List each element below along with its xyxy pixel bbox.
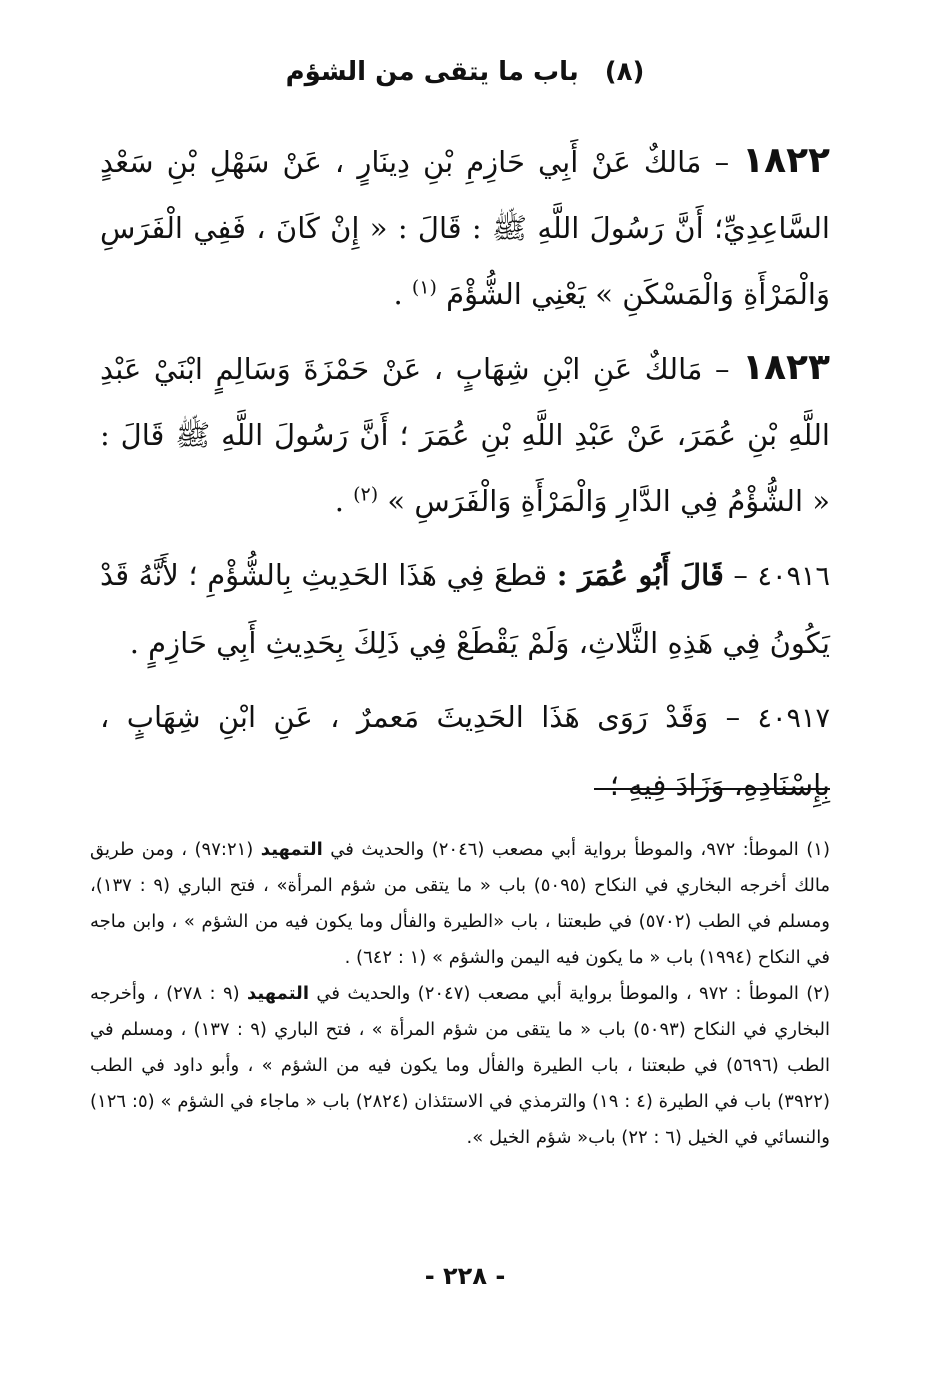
footnote: [90, 832, 830, 976]
hadith-text-end: .: [393, 277, 403, 311]
commentary-text: قطعَ فِي هَذَا الحَدِيثِ بِالشُّؤْمِ ؛ لأَنَّهُ قَدْ يَكُونُ فِي هَذِهِ الثَّلاثِ، وَلَمْ يَقْطَعْ فِي ذَلِكَ بِحَدِيثِ أَبِي حَازِمٍ .: [100, 558, 830, 660]
footnote-source: التمهيد: [247, 983, 309, 1004]
entry-dash: –: [714, 145, 730, 179]
hadith-number: ١٨٢٣: [742, 347, 830, 388]
hadith-text-end: .: [334, 484, 344, 518]
footnote: [90, 976, 830, 1156]
commentary-paragraph: [100, 684, 830, 818]
footnote-marker: (١): [806, 839, 830, 860]
page-number: - ٢٢٨ -: [424, 1262, 506, 1290]
commentary-number: ٤٠٩١٧: [757, 703, 831, 734]
hadith-text: مَالكٌ عَنْ أَبِي حَازِمِ بْنِ دِينَارٍ ، عَنْ سَهْلِ بْنِ سَعْدٍ السَّاعِدِيِّ؛ أَنَّ رَسُولَ اللَّهِ ﷺ : قَالَ : « إِنْ كَانَ ، فَفِي الْفَرَسِ وَالْمَرْأَةِ وَالْمَسْكَنِ » يَعْنِي الشُّؤْمَ: [100, 145, 830, 311]
commentary-speaker: قَالَ أَبُو عُمَرَ :: [556, 558, 724, 592]
chapter-number: (٨): [604, 57, 645, 87]
chapter-heading: [0, 52, 930, 92]
chapter-title: باب ما يتقى من الشؤم: [285, 57, 579, 87]
footnote-source: التمهيد: [260, 839, 323, 860]
hadith-entry: [100, 128, 830, 327]
footnote-separator: [594, 788, 830, 790]
hadith-text: مَالكٌ عَنِ ابْنِ شِهَابٍ ، عَنْ حَمْزَةَ وَسَالِمٍ ابْنَيْ عَبْدِ اللَّهِ بْنِ عُمَرَ، عَنْ عَبْدِ اللَّهِ بْنِ عُمَرَ ؛ أَنَّ رَسُولَ اللَّهِ ﷺ قَالَ : « الشُّؤْمُ فِي الدَّارِ وَالْمَرْأَةِ وَالْفَرَسِ »: [100, 352, 830, 518]
entry-dash: –: [715, 352, 730, 386]
footnote-reference[interactable]: (٢): [353, 483, 379, 506]
commentary-number: ٤٠٩١٦: [757, 561, 831, 592]
commentary-text: وَقَدْ رَوَى هَذَا الحَدِيثَ مَعمرٌ ، عَنِ ابْنِ شِهَابٍ ، بِإِسْنَادِهِ، وَزَادَ فِيهِ ؛: [100, 700, 830, 802]
footnote-marker: (٢): [806, 983, 830, 1004]
footnote-text-continued: (٩ : ٢٧٨) ، وأخرجه البخاري في النكاح (٥٠٩٣) باب « ما يتقى من شؤم المرأة » ، فتح الباري (٩ : ١٣٧) ، ومسلم في الطب (٥٦٩٦) في طبعتنا ، باب الطيرة والفأل وما يكون فيه من الشؤم » ، وأبو داود في الطب (٣٩٢٢) باب في الطيرة (٤ : ١٩) والترمذي في الاستئذان (٢٨٢٤) باب « ماجاء في الشؤم » (٥: ١٢٦) والنسائي في الخيل (٦ : ٢٢) باب« شؤم الخيل ».: [90, 983, 830, 1148]
footnotes-section: [90, 832, 830, 1156]
footnote-text: الموطأ: ٩٧٢، والموطأ برواية أبي مصعب (٢٠٤٦) والحديث في: [330, 839, 799, 860]
footnote-reference[interactable]: (١): [411, 276, 437, 299]
hadith-entry: [100, 335, 830, 534]
commentary-paragraph: [100, 542, 830, 676]
entry-dash: –: [733, 558, 748, 592]
footnote-text-continued: (٩٧:٢١) ، ومن طريق مالك أخرجه البخاري في النكاح (٥٠٩٥) باب « ما يتقى من شؤم المرأة» ، فتح الباري (٩ : ١٣٧)، ومسلم في الطب (٥٧٠٢) في طبعتنا ، باب «الطيرة والفأل وما يكون فيه من الشؤم » ، وابن ماجه في النكاح (١٩٩٤) باب « ما يكون فيه اليمن والشؤم » (١ : ٦٤٢) .: [90, 839, 830, 968]
hadith-number: ١٨٢٢: [742, 140, 831, 181]
main-text: [100, 128, 830, 826]
entry-dash: –: [725, 700, 741, 734]
footnote-text: الموطأ : ٩٧٢ ، والموطأ برواية أبي مصعب (٢٠٤٧) والحديث في: [316, 983, 799, 1004]
